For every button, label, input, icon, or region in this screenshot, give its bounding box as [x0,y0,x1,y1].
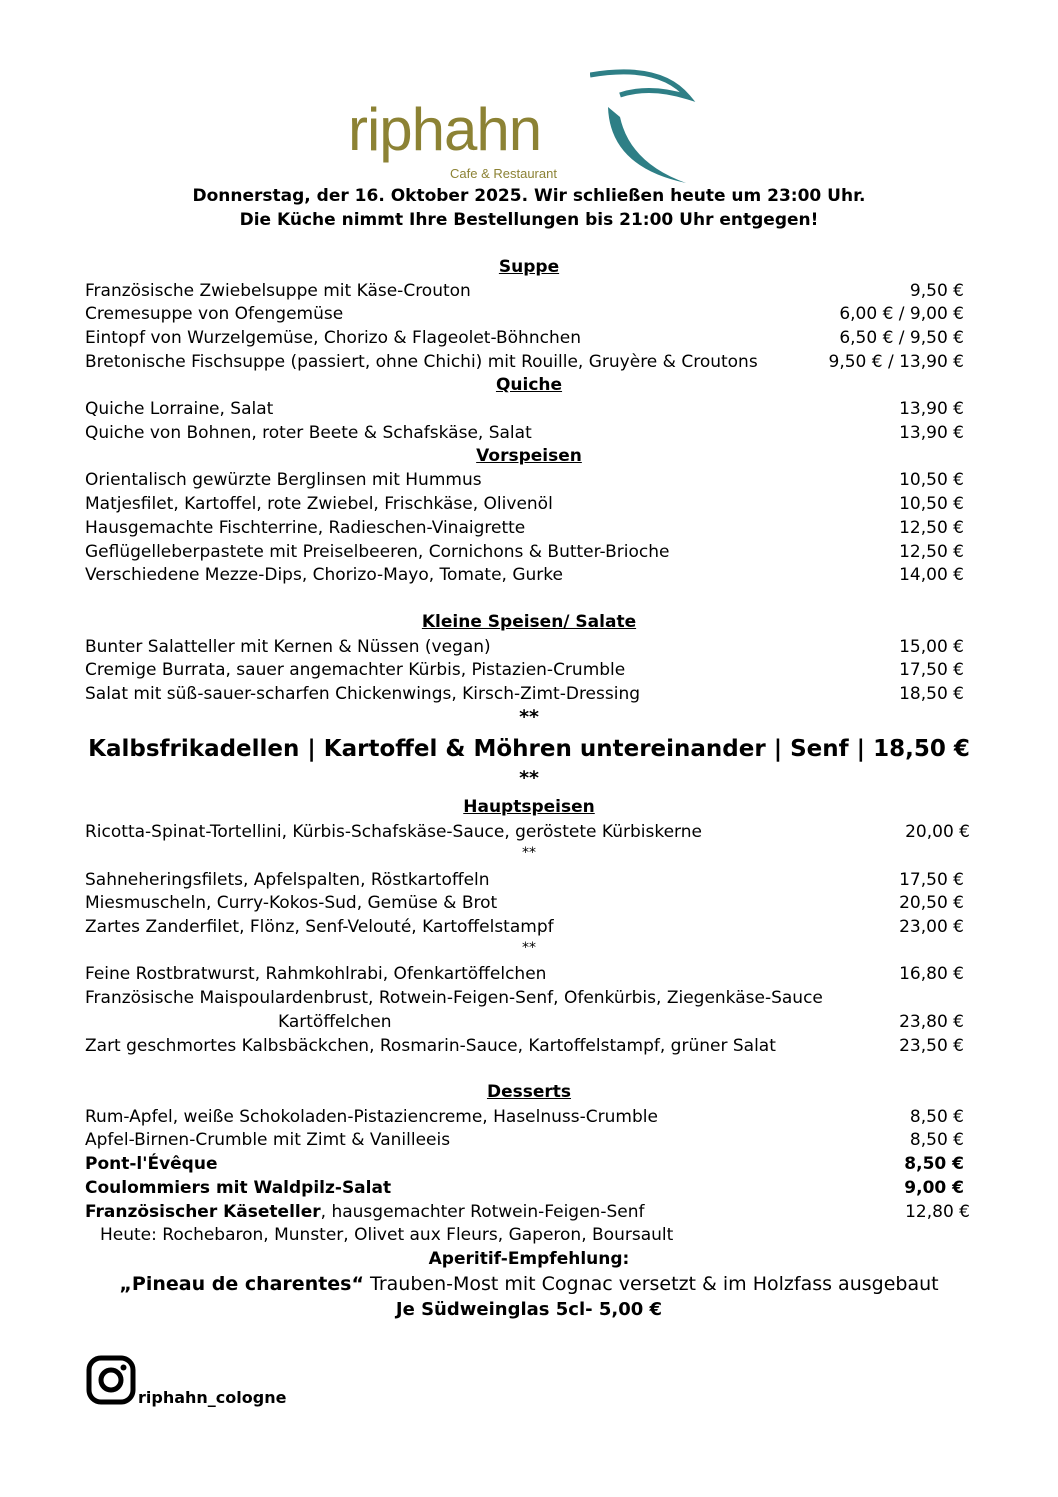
menu-price: 8,50 € [904,1154,964,1174]
menu-price: 12,50 € [899,518,964,538]
menu-item: Hausgemachte Fischterrine, Radieschen-Vinaigrette [85,518,526,538]
menu-price: 20,50 € [899,893,964,913]
menu-item: Apfel-Birnen-Crumble mit Zimt & Vanilleeis [85,1130,451,1150]
menu-price: 20,00 € [905,822,970,842]
menu-item: Eintopf von Wurzelgemüse, Chorizo & Flageolet-Böhnchen [85,328,581,348]
logo-wordmark: riphahn [348,96,542,163]
menu-item: Feine Rostbratwurst, Rahmkohlrabi, Ofenkartöffelchen [85,964,547,984]
menu-price: 12,80 € [905,1202,970,1222]
restaurant-logo [340,62,700,187]
menu-item: Salat mit süß-sauer-scharfen Chickenwings, Kirsch-Zimt-Dressing [85,684,641,704]
kaeseteller-desc: , hausgemachter Rotwein-Feigen-Senf [320,1202,645,1222]
menu-item: Bunter Salatteller mit Kernen & Nüssen (vegan) [85,637,491,657]
instagram-handle[interactable]: riphahn_cologne [138,1388,287,1407]
separator-stars: ** [519,706,539,728]
menu-price: 6,50 € / 9,50 € [839,328,964,348]
menu-price: 9,00 € [904,1178,964,1198]
menu-item: Cremige Burrata, sauer angemachter Kürbis, Pistazien-Crumble [85,660,626,680]
menu-price: 15,00 € [899,637,964,657]
menu-price: 17,50 € [899,660,964,680]
featured-dish: Kalbsfrikadellen | Kartoffel & Möhren untereinander | Senf | 18,50 € [88,736,970,762]
menu-item: Quiche Lorraine, Salat [85,399,274,419]
kaeseteller-title: Französischer Käseteller [85,1202,321,1222]
logo-swoosh-icon [590,67,700,187]
menu-price: 8,50 € [909,1130,964,1150]
menu-item: Pont-l'Évêque [85,1154,218,1174]
menu-price: 23,80 € [899,1012,964,1032]
menu-item: Orientalisch gewürzte Berglinsen mit Hummus [85,470,482,490]
menu-price: 18,50 € [899,684,964,704]
menu-item: Rum-Apfel, weiße Schokoladen-Pistaziencreme, Haselnuss-Crumble [85,1107,658,1127]
header-line-1: Donnerstag, der 16. Oktober 2025. Wir schließen heute um 23:00 Uhr. [192,186,866,206]
menu-item: Quiche von Bohnen, roter Beete & Schafskäse, Salat [85,423,532,443]
menu-price: 13,90 € [899,423,964,443]
aperitif-desc: Trauben-Most mit Cognac versetzt & im Holzfass ausgebaut [363,1273,939,1295]
menu-item: Verschiedene Mezze-Dips, Chorizo-Mayo, Tomate, Gurke [85,565,563,585]
section-title-hauptspeisen: Hauptspeisen [463,797,595,817]
menu-price: 9,50 € [909,281,964,301]
section-title-suppe: Suppe [498,257,560,277]
menu-price: 23,50 € [899,1036,964,1056]
menu-item: Bretonische Fischsuppe (passiert, ohne Chichi) mit Rouille, Gruyère & Croutons [85,352,758,372]
section-title-quiche: Quiche [495,375,563,395]
aperitif-title: Aperitif-Empfehlung: [428,1249,630,1269]
header-line-2: Die Küche nimmt Ihre Bestellungen bis 21:00 Uhr entgegen! [239,210,819,230]
menu-price: 9,50 € / 13,90 € [828,352,964,372]
menu-price: 17,50 € [899,870,964,890]
aperitif-line [0,1272,1058,1297]
menu-item: Coulommiers mit Waldpilz-Salat [85,1178,392,1198]
kaese-today: Heute: Rochebaron, Munster, Olivet aux Fleurs, Gaperon, Boursault [100,1225,674,1245]
separator-stars: ** [522,845,536,861]
section-title-desserts: Desserts [486,1082,572,1102]
menu-item: Französische Zwiebelsuppe mit Käse-Crouton [85,281,471,301]
separator-stars: ** [522,940,536,956]
instagram-icon [86,1355,136,1405]
menu-item-continuation: Kartöffelchen [278,1012,392,1032]
section-title-kleine-speisen: Kleine Speisen/ Salate [421,612,637,632]
menu-price: 8,50 € [909,1107,964,1127]
menu-item: Matjesfilet, Kartoffel, rote Zwiebel, Frischkäse, Olivenöl [85,494,553,514]
menu-item: Miesmuscheln, Curry-Kokos-Sud, Gemüse & Brot [85,893,498,913]
menu-item: Zartes Zanderfilet, Flönz, Senf-Velouté, Kartoffelstampf [85,917,554,937]
section-title-vorspeisen: Vorspeisen [476,446,582,466]
menu-price: 10,50 € [899,470,964,490]
separator-stars: ** [519,767,539,789]
menu-item: Ricotta-Spinat-Tortellini, Kürbis-Schafskäse-Sauce, geröstete Kürbiskerne [85,822,702,842]
menu-item: Zart geschmortes Kalbsbäckchen, Rosmarin-Sauce, Kartoffelstampf, grüner Salat [85,1036,776,1056]
menu-price: 6,00 € / 9,00 € [839,304,964,324]
menu-item: Sahneheringsfilets, Apfelspalten, Röstkartoffeln [85,870,490,890]
menu-price: 10,50 € [899,494,964,514]
menu-item: Französische Maispoulardenbrust, Rotwein-Feigen-Senf, Ofenkürbis, Ziegenkäse-Sauce [85,988,823,1008]
menu-item: Geflügelleberpastete mit Preiselbeeren, Cornichons & Butter-Brioche [85,542,670,562]
menu-price: 12,50 € [899,542,964,562]
aperitif-glass: Je Südweinglas 5cl- 5,00 € [395,1299,663,1320]
menu-item: Cremesuppe von Ofengemüse [85,304,344,324]
menu-price: 23,00 € [899,917,964,937]
menu-item-kaeseteller [85,1201,644,1224]
menu-price: 14,00 € [899,565,964,585]
menu-price: 13,90 € [899,399,964,419]
aperitif-name: „Pineau de charentes“ [119,1273,364,1295]
menu-price: 16,80 € [899,964,964,984]
logo-subtitle: Cafe & Restaurant [450,166,557,181]
